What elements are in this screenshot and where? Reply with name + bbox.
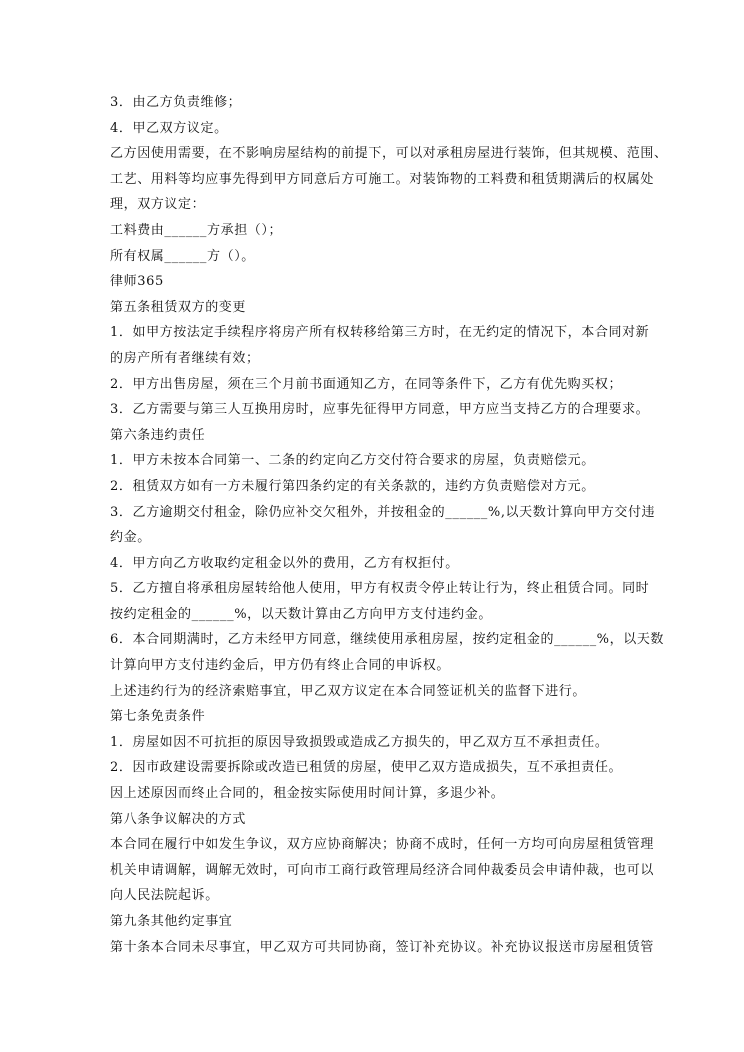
section-heading: 第六条违约责任 (110, 427, 206, 443)
text-line: 第十条本合同未尽事宜，甲乙双方可共同协商，签订补充协议。补充协议报送市房屋租赁管 (110, 939, 655, 955)
text-line: 理，双方议定： (110, 197, 206, 213)
text-line: 的房产所有者继续有效； (110, 350, 260, 366)
text-line: 3．乙方逾期交付租金，除仍应补交欠租外，并按租金的______%,以天数计算向甲方交付违 (110, 504, 656, 520)
text-line: 约金。 (110, 530, 151, 546)
text-line: 计算向甲方支付违约金后，甲方仍有终止合同的申诉权。 (110, 658, 451, 674)
text-line: 2．租赁双方如有一方未履行第四条约定的有关条款的，违约方负责赔偿对方元。 (110, 478, 595, 494)
text-line: 所有权属______方（）。 (110, 248, 255, 264)
text-line: 2．因市政建设需要拆除或改造已租赁的房屋，使甲乙双方造成损失，互不承担责任。 (110, 760, 623, 776)
text-line: 1．甲方未按本合同第一、二条的约定向乙方交付符合要求的房屋，负责赔偿元。 (110, 453, 595, 469)
text-line: 6．本合同期满时，乙方未经甲方同意，继续使用承租房屋，按约定租金的______%，以天数 (110, 632, 665, 648)
text-line: 4．甲方向乙方收取约定租金以外的费用，乙方有权拒付。 (110, 555, 459, 571)
text-line: 3．由乙方负责维修； (110, 95, 242, 110)
text-line: 向人民法院起诉。 (110, 888, 219, 904)
section-heading: 第八条争议解决的方式 (110, 811, 247, 827)
text-line: 工艺、用料等均应事先得到甲方同意后方可施工。对装饰物的工料费和租赁期满后的权属处 (110, 171, 655, 187)
text-line: 5．乙方擅自将承租房屋转给他人使用，甲方有权责令停止转让行为，终止租赁合同。同时 (110, 581, 650, 597)
text-line: 1．如甲方按法定手续程序将房产所有权转移给第三方时，在无约定的情况下，本合同对新 (110, 325, 650, 341)
text-line: 按约定租金的______%，以天数计算由乙方向甲方支付违约金。 (110, 606, 492, 622)
text-line: 机关申请调解，调解无效时，可向市工商行政管理局经济合同仲裁委员会申请仲裁，也可以 (110, 862, 655, 878)
text-line: 上述违约行为的经济索赔事宜，甲乙双方议定在本合同签证机关的监督下进行。 (110, 683, 587, 699)
text-line: 因上述原因而终止合同的，租金按实际使用时间计算，多退少补。 (110, 786, 505, 802)
text-line: 乙方因使用需要，在不影响房屋结构的前提下，可以对承租房屋进行装饰，但其规模、范围、 (110, 146, 668, 162)
text-line: 工料费由______方承担（）； (110, 222, 283, 238)
section-heading: 第九条其他约定事宜 (110, 914, 233, 929)
text-line: 1．房屋如因不可抗拒的原因导致损毁或造成乙方损失的，甲乙双方互不承担责任。 (110, 734, 609, 750)
document-body (110, 90, 668, 960)
text-line: 3．乙方需要与第三人互换用房时，应事先征得甲方同意，甲方应当支持乙方的合理要求。 (110, 402, 650, 418)
text-line: 本合同在履行中如发生争议，双方应协商解决；协商不成时，任何一方均可向房屋租赁管理 (110, 837, 655, 853)
section-heading: 第五条租赁双方的变更 (110, 299, 247, 315)
section-heading: 第七条免责条件 (110, 709, 206, 725)
text-line: 4．甲乙双方议定。 (110, 120, 228, 136)
text-line: 律师365 (110, 274, 164, 290)
text-line: 2．甲方出售房屋，须在三个月前书面通知乙方，在同等条件下，乙方有优先购买权； (110, 376, 623, 392)
